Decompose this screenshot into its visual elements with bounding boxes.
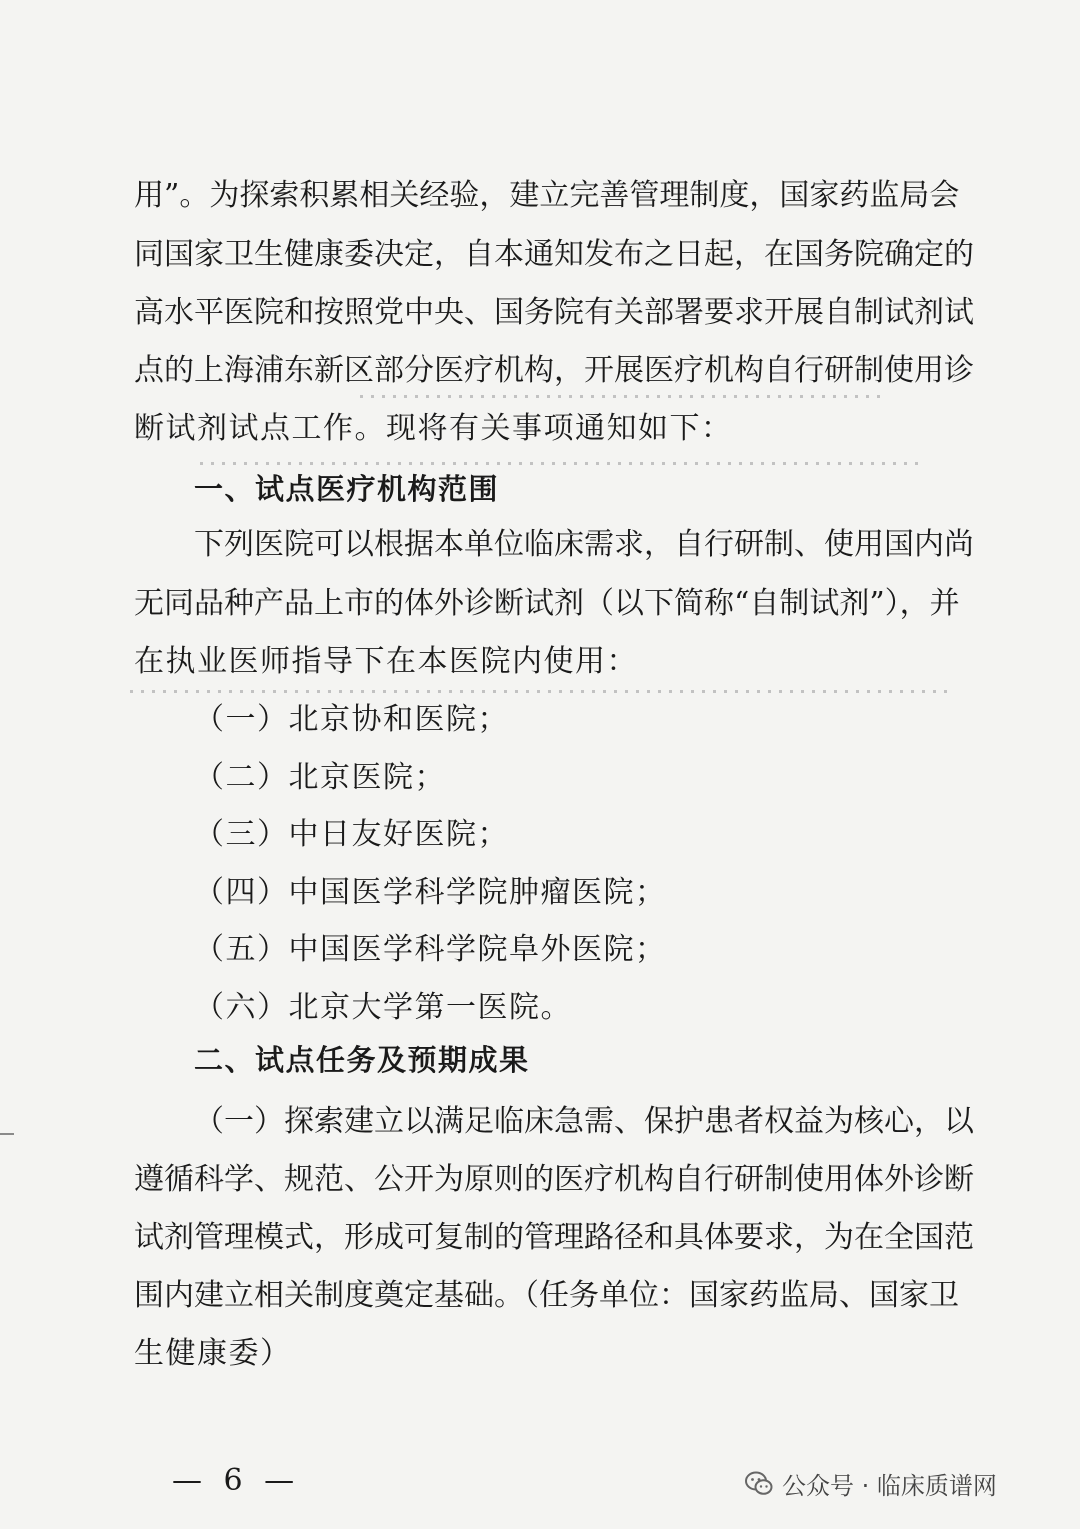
body-line: 高水平医院和按照党中央、国务院有关部署要求开展自制试剂试 xyxy=(134,295,974,330)
body-line: 用”。为探索积累相关经验，建立完善管理制度，国家药监局会 xyxy=(134,178,960,213)
list-item: （六）北京大学第一医院。 xyxy=(194,990,572,1025)
body-line: 围内建立相关制度奠定基础。（任务单位：国家药监局、国家卫 xyxy=(134,1278,959,1313)
watermark xyxy=(744,1466,997,1501)
body-line: 生健康委） xyxy=(134,1336,292,1371)
margin-mark xyxy=(0,1133,14,1135)
page-number: — 6 — xyxy=(172,1463,301,1498)
body-line: 遵循科学、规范、公开为原则的医疗机构自行研制使用体外诊断 xyxy=(134,1162,974,1197)
body-line: 断试剂试点工作。现将有关事项通知如下： xyxy=(134,411,733,446)
list-item: （二）北京医院； xyxy=(194,760,446,795)
body-line: 同国家卫生健康委决定，自本通知发布之日起，在国务院确定的 xyxy=(134,237,974,272)
list-item: （四）中国医学科学院肿瘤医院； xyxy=(194,875,667,910)
watermark-text: 公众号 · 临床质谱网 xyxy=(782,1472,997,1500)
body-line: 点的上海浦东新区部分医疗机构，开展医疗机构自行研制使用诊 xyxy=(134,353,974,388)
body-line: 无同品种产品上市的体外诊断试剂（以下简称“自制试剂”），并 xyxy=(134,586,960,621)
scan-noise xyxy=(360,395,880,398)
section-heading: 二、试点任务及预期成果 xyxy=(194,1043,530,1077)
section-heading: 一、试点医疗机构范围 xyxy=(194,472,500,506)
scan-noise xyxy=(130,690,950,693)
scan-noise xyxy=(200,462,920,465)
list-item: （三）中日友好医院； xyxy=(194,817,509,852)
list-item: （五）中国医学科学院阜外医院； xyxy=(194,932,667,967)
body-line: 试剂管理模式，形成可复制的管理路径和具体要求，为在全国范 xyxy=(134,1220,974,1255)
body-line: 下列医院可以根据本单位临床需求，自行研制、使用国内尚 xyxy=(194,527,974,562)
body-line: （一）探索建立以满足临床急需、保护患者权益为核心，以 xyxy=(194,1104,974,1139)
list-item: （一）北京协和医院； xyxy=(194,702,509,737)
body-line: 在执业医师指导下在本医院内使用： xyxy=(134,644,638,679)
wechat-icon xyxy=(744,1469,774,1499)
